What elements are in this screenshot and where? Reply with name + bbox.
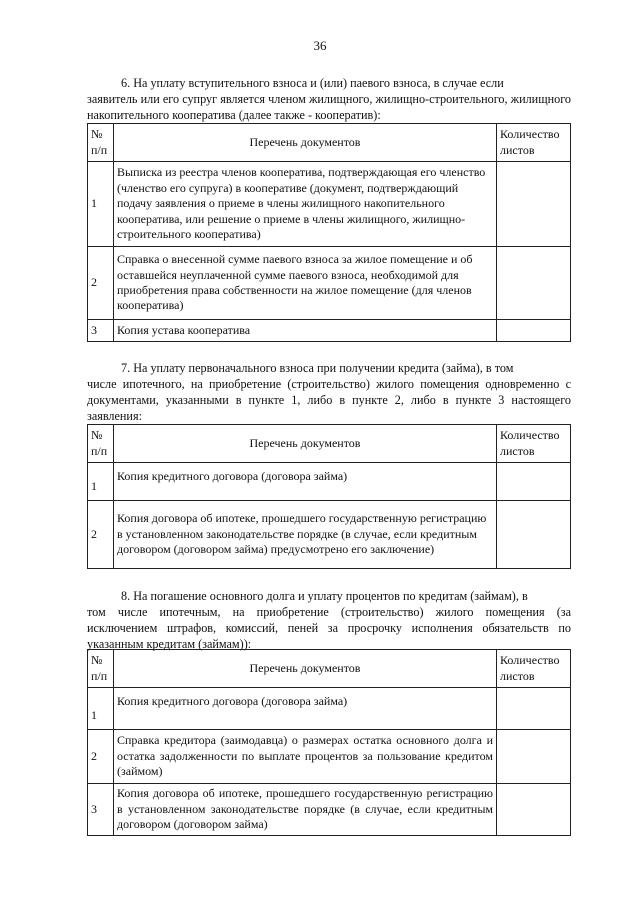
section-8-heading <box>87 588 571 652</box>
table-header-row <box>88 425 571 463</box>
table-row <box>88 320 571 342</box>
section-7-heading-rest: числе ипотечного, на приобретение (строительство) жилого помещения одновременно с документами, указанными в пункте 1, либо в пункте 2, либо в пункте 3 настоящего заявления: <box>87 377 571 423</box>
table-row <box>88 784 571 836</box>
row-sheet-count[interactable] <box>497 688 571 730</box>
row-sheet-count[interactable] <box>497 162 571 247</box>
section-8-heading-rest: том числе ипотечным, на приобретение (строительство) жилого помещения (за исключением штрафов, комиссий, пеней за просрочку исполнения обязательств по указанным кредитам (займам)): <box>87 605 571 651</box>
row-number: 1 <box>88 688 114 730</box>
row-number: 2 <box>88 247 114 320</box>
column-header-documents: Перечень документов <box>114 124 497 162</box>
row-sheet-count[interactable] <box>497 501 571 569</box>
row-document: Справка кредитора (заимодавца) о размерах остатка основного долга и остатка задолженности по выплате процентов за пользование кредитом (займом) <box>114 730 497 784</box>
row-number: 2 <box>88 730 114 784</box>
column-header-number: № п/п <box>88 425 114 463</box>
row-number: 1 <box>88 463 114 501</box>
row-document: Копия договора об ипотеке, прошедшего государственную регистрацию в установленном законодательстве порядке (в случае, если кредитным договором (договором займа) <box>114 784 497 836</box>
column-header-documents: Перечень документов <box>114 650 497 688</box>
section-8-heading-line1: 8. На погашение основного долга и уплату процентов по кредитам (займам), в <box>121 589 528 603</box>
section-6-heading-rest: заявитель или его супруг является членом жилищного, жилищно-строительного, жилищного накопительного кооператива (далее также - кооператив): <box>87 92 571 122</box>
row-sheet-count[interactable] <box>497 320 571 342</box>
row-document: Копия кредитного договора (договора займа) <box>114 688 497 730</box>
column-header-number: № п/п <box>88 124 114 162</box>
row-number: 3 <box>88 320 114 342</box>
column-header-sheets: Количество листов <box>497 425 571 463</box>
table-header-row <box>88 650 571 688</box>
row-sheet-count[interactable] <box>497 784 571 836</box>
row-document: Копия кредитного договора (договора займа) <box>114 463 497 501</box>
column-header-sheets: Количество листов <box>497 124 571 162</box>
table-row <box>88 688 571 730</box>
column-header-documents: Перечень документов <box>114 425 497 463</box>
table-row <box>88 162 571 247</box>
page-number: 36 <box>313 38 327 53</box>
row-document: Копия договора об ипотеке, прошедшего государственную регистрацию в установленном законодательстве порядке (в случае, если кредитным договором (договором займа) предусмотрено его заключение) <box>114 501 497 569</box>
row-document: Копия устава кооператива <box>114 320 497 342</box>
table-row <box>88 730 571 784</box>
row-document: Справка о внесенной сумме паевого взноса за жилое помещение и об оставшейся неуплаченной сумме паевого взноса, необходимой для приобретения права собственности на жилое помещение (для членов кооператива) <box>114 247 497 320</box>
row-number: 1 <box>88 162 114 247</box>
row-number: 2 <box>88 501 114 569</box>
row-number: 3 <box>88 784 114 836</box>
row-sheet-count[interactable] <box>497 463 571 501</box>
section-8-table <box>87 649 571 836</box>
section-7-heading-line1: 7. На уплату первоначального взноса при получении кредита (займа), в том <box>121 361 514 375</box>
table-row <box>88 501 571 569</box>
row-sheet-count[interactable] <box>497 730 571 784</box>
row-sheet-count[interactable] <box>497 247 571 320</box>
section-7-heading <box>87 360 571 424</box>
column-header-sheets: Количество листов <box>497 650 571 688</box>
column-header-number: № п/п <box>88 650 114 688</box>
row-document: Выписка из реестра членов кооператива, подтверждающая его членство (членство его супруга) в кооперативе (документ, подтверждающий подачу заявления о приеме в члены жилищного накопительного кооператива, или решение о приеме в члены жилищного, жилищно-строительного кооператива) <box>114 162 497 247</box>
section-6-table <box>87 123 571 342</box>
section-6-heading <box>87 75 571 123</box>
section-7-table <box>87 424 571 569</box>
table-row <box>88 463 571 501</box>
section-6-heading-line1: 6. На уплату вступительного взноса и (или) паевого взноса, в случае если <box>121 76 504 90</box>
table-row <box>88 247 571 320</box>
table-header-row <box>88 124 571 162</box>
